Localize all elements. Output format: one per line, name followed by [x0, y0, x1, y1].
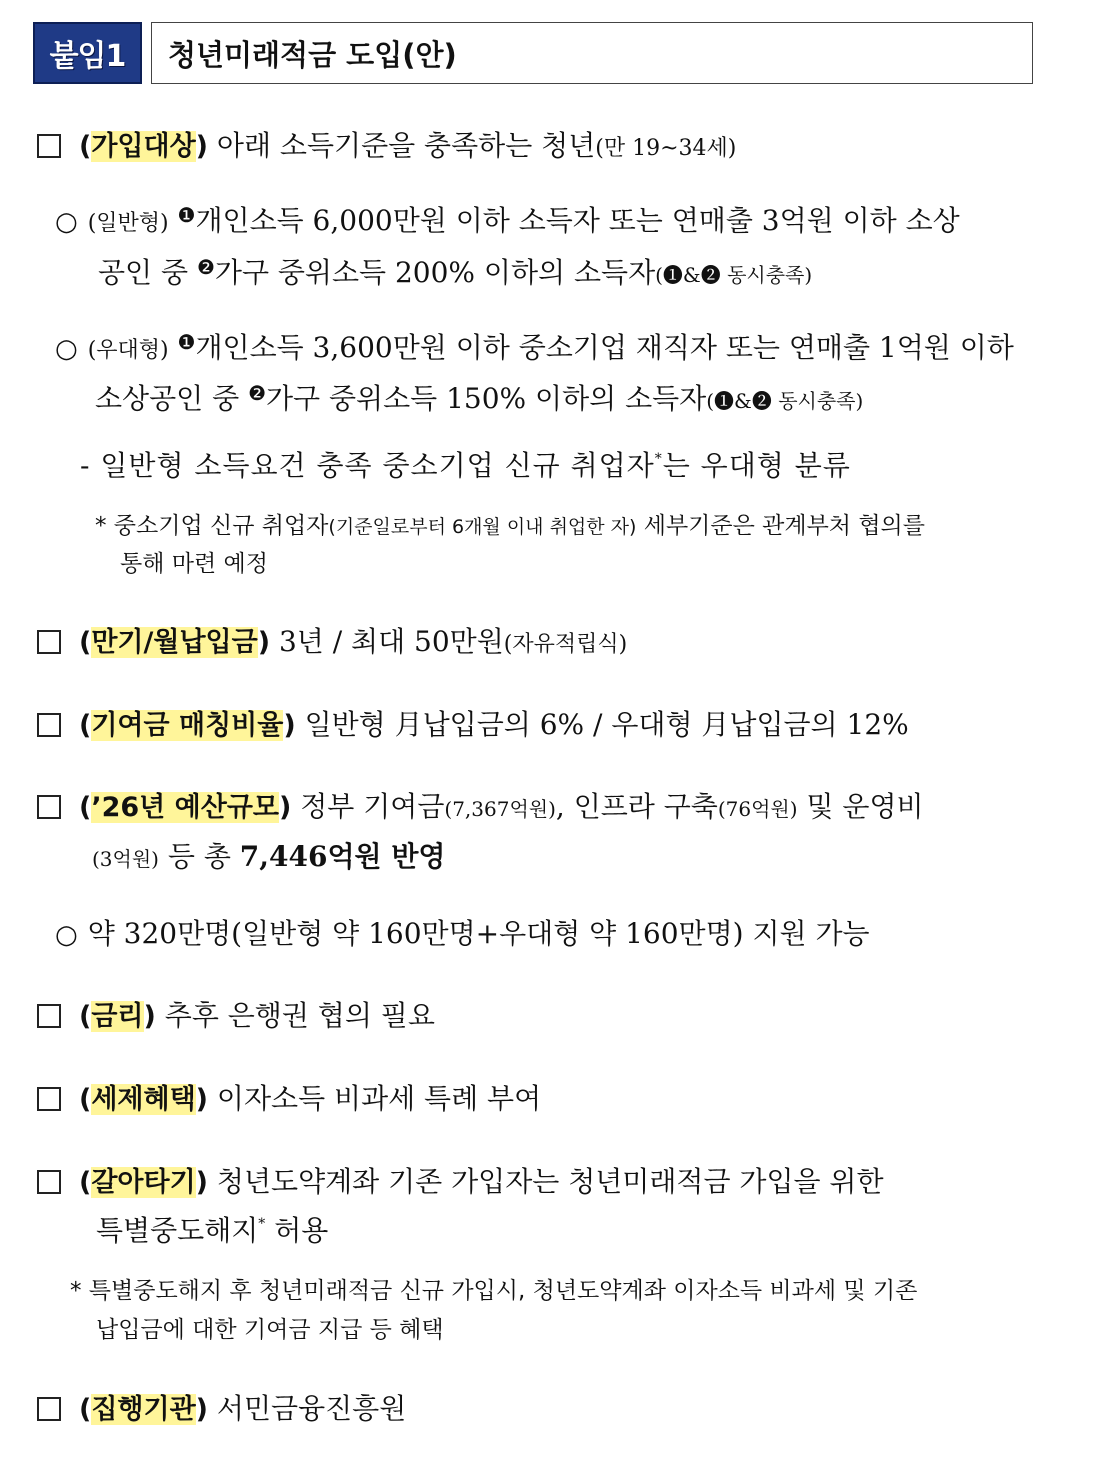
asterisk-mark: *	[654, 451, 663, 467]
maturity-text: 3년 / 최대 50만원	[278, 625, 504, 658]
checkbox-square-icon	[37, 134, 61, 158]
checkbox-square-icon	[37, 1004, 61, 1028]
general-type-text2b: 가구 중위소득 200% 이하의 소득자	[214, 256, 656, 289]
budget-line2: (3억원) 등 총 7,446억원 반영	[92, 840, 446, 873]
preferred-type-text2a: 소상공인 중	[95, 382, 240, 415]
checkbox-square-icon	[37, 630, 61, 654]
general-type-line1	[55, 205, 960, 235]
preferred-type-text1: 개인소득 3,600만원 이하 중소기업 재직자 또는 연매출 1억원 이하	[195, 331, 1014, 364]
preferred-type-tag: (❶&❷ 동시충족)	[706, 389, 864, 413]
budget-support: ○ 약 320만명(일반형 약 160만명+우대형 약 160만명) 지원 가능	[55, 917, 870, 950]
preferred-type-text2b: 가구 중위소득 150% 이하의 소득자	[266, 382, 707, 415]
circle-bullet-icon: ○	[55, 920, 78, 950]
general-type-text2a: 공인 중	[98, 256, 189, 289]
preferred-type-prefix: (우대형)	[87, 338, 169, 363]
section-interest: (금리) 추후 은행권 협의 필요	[37, 1002, 435, 1030]
circle-bullet-icon: ○	[55, 334, 78, 364]
maturity-suffix: (자유적립식)	[503, 632, 628, 657]
checkbox-square-icon	[37, 1170, 61, 1194]
matching-text: 일반형 月납입금의 6% / 우대형 月납입금의 12%	[304, 708, 909, 741]
section-matching: (기여금 매칭비율) 일반형 月납입금의 6% / 우대형 月납입금의 12%	[37, 711, 909, 739]
dash-tail: 는 우대형 분류	[662, 449, 851, 482]
general-type-tag: (❶&❷ 동시충족)	[655, 263, 813, 287]
new-hire-footnote-line1: * 중소기업 신규 취업자(기준일로부터 6개월 이내 취업한 자) 세부기준은 관계부처 협의를	[95, 513, 925, 539]
eligibility-text: 아래 소득기준을 충족하는 청년	[216, 129, 596, 162]
number-1-icon: ❶	[177, 330, 196, 354]
checkbox-square-icon	[37, 795, 61, 819]
general-type-prefix: (일반형)	[87, 211, 169, 236]
general-type-line2	[98, 257, 812, 287]
dash-text: - 일반형 소득요건 충족 중소기업 신규 취업자	[80, 449, 655, 482]
new-hire-classification	[80, 449, 851, 482]
circle-bullet-icon: ○	[55, 207, 78, 237]
general-type-text1: 개인소득 6,000만원 이하 소득자 또는 연매출 3억원 이하 소상	[195, 204, 960, 237]
number-2-icon: ❷	[196, 255, 215, 279]
checkbox-square-icon	[37, 1087, 61, 1111]
attachment-badge: 붙임1	[33, 22, 142, 84]
preferred-type-line1	[55, 332, 1014, 362]
switch-footnote-line2: 납입금에 대한 기여금 지급 등 혜택	[96, 1317, 444, 1343]
section-tax: (세제혜택) 이자소득 비과세 특례 부여	[37, 1085, 541, 1113]
section-budget: (’26년 예산규모) 정부 기여금(7,367억원), 인프라 구축(76억원) 및 운영비	[37, 793, 924, 821]
section-switch: (갈아타기) 청년도약계좌 기존 가입자는 청년미래적금 가입을 위한	[37, 1168, 884, 1196]
switch-footnote-line1: * 특별중도해지 후 청년미래적금 신규 가입시, 청년도약계좌 이자소득 비과세 및 기존	[70, 1278, 918, 1304]
section-maturity: (만기/월납입금) 3년 / 최대 50만원(자유적립식)	[37, 628, 627, 656]
section-eligibility	[37, 129, 737, 162]
preferred-type-line2	[95, 383, 863, 413]
section-label: (가입대상)	[79, 131, 209, 162]
eligibility-age: (만 19~34세)	[595, 136, 737, 161]
number-2-icon: ❷	[248, 381, 266, 405]
document-title: 청년미래적금 도입(안)	[151, 22, 1033, 84]
switch-line2: 특별중도해지* 허용	[96, 1214, 329, 1247]
checkbox-square-icon	[37, 1397, 61, 1421]
new-hire-footnote-line2: 통해 마련 예정	[120, 551, 268, 577]
section-agency: (집행기관) 서민금융진흥원	[37, 1395, 406, 1423]
checkbox-square-icon	[37, 713, 61, 737]
number-1-icon: ❶	[177, 203, 196, 227]
